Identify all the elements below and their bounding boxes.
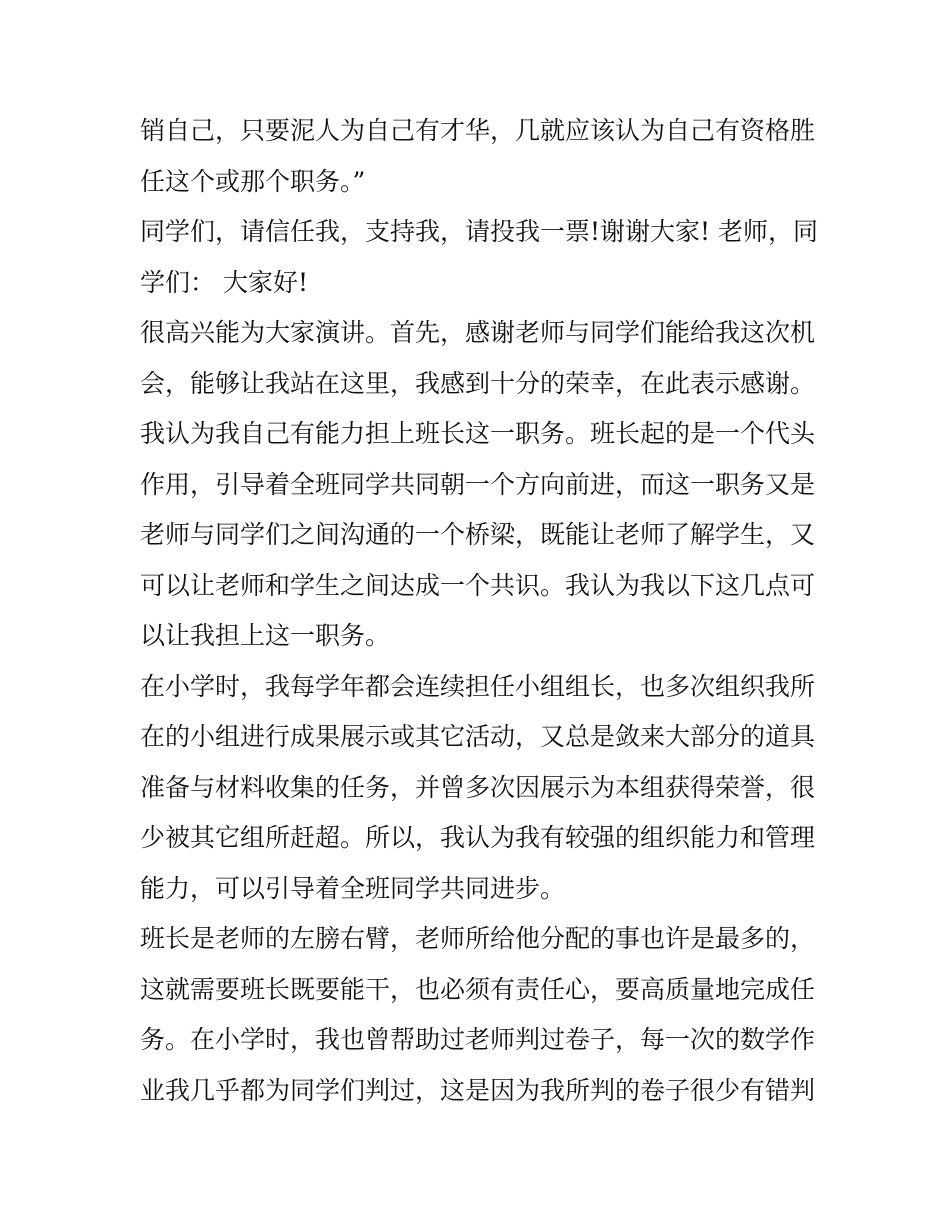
text-line: 销自己，只要泥人为自己有才华，几就应该认为自己有资格胜: [140, 116, 816, 145]
text-line: 务。在小学时，我也曾帮助过老师判过卷子，每一次的数学作: [140, 1025, 816, 1054]
document-body: [140, 106, 820, 1116]
text-line: 同学们，请信任我，支持我，请投我一票!谢谢大家! 老师，同: [140, 217, 819, 246]
text-line: 这就需要班长既要能干，也必须有责任心，要高质量地完成任: [140, 974, 816, 1004]
text-line: 可以让老师和学生之间达成一个共识。我认为我以下这几点可: [140, 570, 816, 600]
text-line: 能力，可以引导着全班同学共同进步。: [140, 873, 566, 903]
text-line: 班长是老师的左膀右臂，老师所给他分配的事也许是最多的，: [140, 924, 816, 953]
text-line: 少被其它组所赶超。所以，我认为我有较强的组织能力和管理: [140, 823, 816, 852]
text-line: 学们： 大家好!: [140, 267, 308, 297]
text-line: 任这个或那个职务。”: [140, 166, 366, 196]
text-line: 业我几乎都为同学们判过，这是因为我所判的卷子很少有错判: [140, 1075, 816, 1105]
text-line: 会，能够让我站在这里，我感到十分的荣幸，在此表示感谢。: [140, 368, 816, 398]
text-line: 在的小组进行成果展示或其它活动，又总是敛来大部分的道具: [140, 722, 816, 751]
text-line: 老师与同学们之间沟通的一个桥梁，既能让老师了解学生，又: [140, 520, 816, 549]
text-line: 以让我担上这一职务。: [140, 621, 391, 650]
text-line: 准备与材料收集的任务，并曾多次因展示为本组获得荣誉，很: [140, 772, 816, 802]
text-line: 很高兴能为大家演讲。首先，感谢老师与同学们能给我这次机: [140, 318, 816, 347]
text-line: 在小学时，我每学年都会连续担任小组组长，也多次组织我所: [140, 671, 816, 701]
text-line: 作用，引导着全班同学共同朝一个方向前进，而这一职务又是: [140, 469, 816, 499]
text-line: 我认为我自己有能力担上班长这一职务。班长起的是一个代头: [140, 419, 816, 448]
